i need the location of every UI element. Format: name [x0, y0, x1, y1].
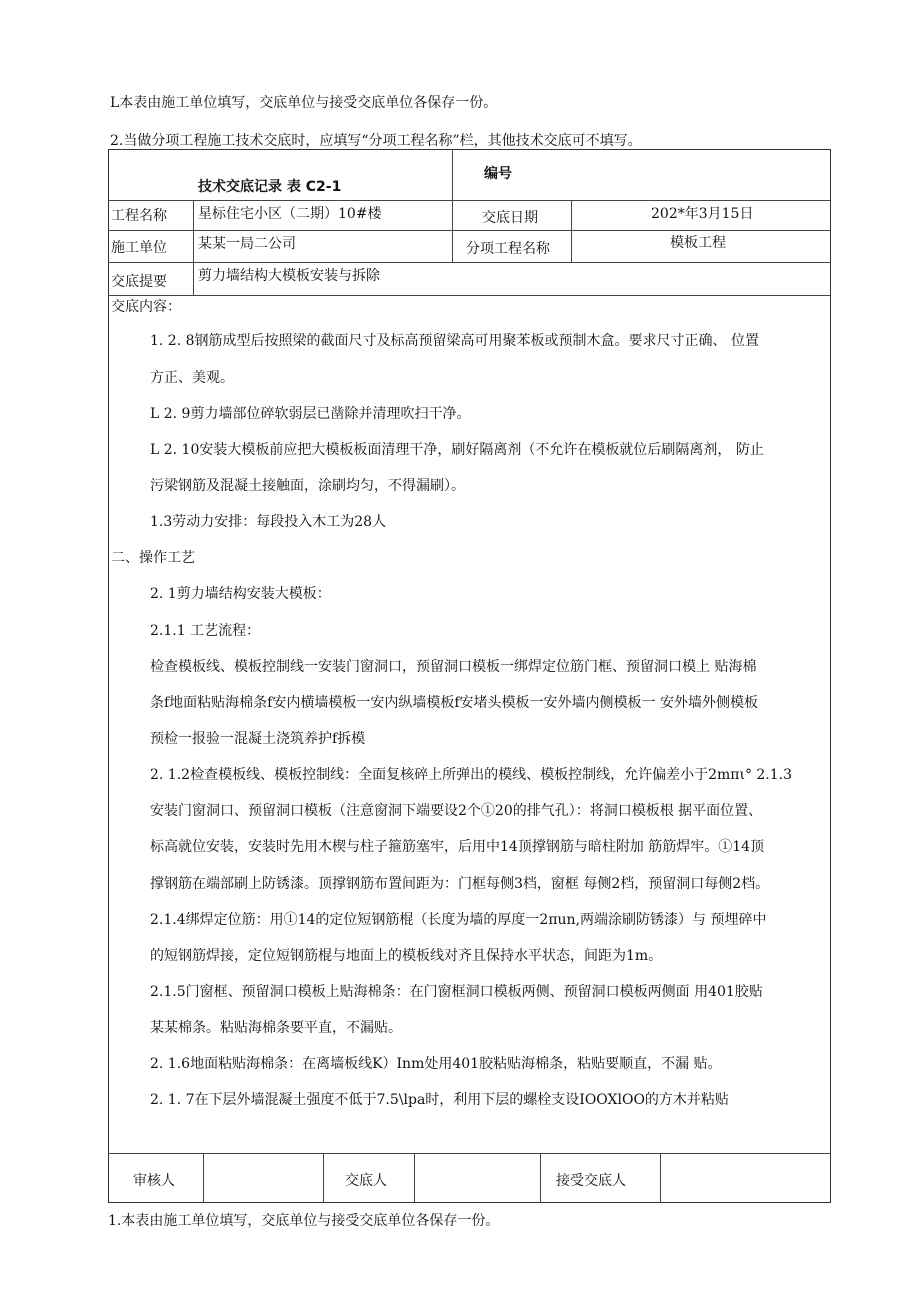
- col-divider: [571, 200, 572, 262]
- note-bottom-1: 1.本表由施工单位填写，交底单位与接受交底单位各保存一份。: [108, 1213, 500, 1229]
- subitem-name-value: 模板工程: [670, 235, 726, 251]
- content-heading: 交底内容：: [111, 299, 181, 315]
- project-name-label: 工程名称: [111, 208, 167, 224]
- row-divider: [108, 295, 831, 296]
- content-line: 1.3劳动力安排：每段投入木工为28人: [150, 514, 387, 530]
- col-divider: [203, 1153, 204, 1203]
- reviewer-label: 审核人: [133, 1173, 175, 1189]
- form-title: 技术交底记录 表 C2-1: [198, 179, 342, 195]
- subitem-name-label: 分项工程名称: [466, 241, 550, 257]
- note-top-2: 2.当做分项工程施工技术交底时，应填写“分项工程名称”栏，其他技术交底可不填写。: [110, 133, 642, 149]
- col-divider: [414, 1153, 415, 1203]
- content-line: 2.1.1 工艺流程：: [150, 623, 261, 639]
- content-line: 条f地面粘贴海棉条f安内横墙模板一安内纵墙模板f安堵头模板一安外墙内侧模板一 安外墙外侧模板: [150, 695, 758, 711]
- content-line: L 2. 10安装大模板前应把大模板板面清理干净，刷好隔离剂（不允许在模板就位后刷隔离剂， 防止: [150, 442, 764, 458]
- content-line: 2.1.5门窗框、预留洞口模板上贴海棉条：在门窗框洞口模板两侧、预留洞口模板两侧面 用401胶贴: [150, 984, 763, 1000]
- disclosure-date-value: 202*年3月15日: [651, 206, 754, 222]
- content-line: 安装门窗洞口、预留洞口模板（注意窗洞下端要设2个①20的排气孔）：将洞口模板根 据平面位置、: [150, 803, 763, 819]
- summary-value: 剪力墙结构大模板安装与拆除: [198, 268, 380, 284]
- content-line: 某某棉条。粘贴海棉条要平直，不漏贴。: [150, 1020, 402, 1036]
- content-line: 2. 1.2检查模板线、模板控制线：全面复核碎上所弹出的模线、模板控制线，允许偏差小于2mπι° 2.1.3: [150, 767, 793, 783]
- content-line: 2.1.4绑焊定位筋：用①14的定位短钢筋棍（长度为墙的厚度一2πun,两端涂刷防锈漆）与 预埋碎中: [150, 912, 767, 928]
- col-divider: [193, 200, 194, 295]
- content-line: 的短钢筋焊接，定位短钢筋棍与地面上的模板线对齐且保持水平状态，间距为1m。: [150, 948, 663, 964]
- content-line: 方正、美观。: [150, 370, 234, 386]
- content-line: 标高就位安装，安装时先用木楔与柱子箍筋塞牢，后用中14顶撑钢筋与暗柱附加 筋筋焊牢。①14顶: [150, 839, 765, 855]
- row-divider: [108, 200, 831, 201]
- construction-unit-value: 某某一局二公司: [198, 236, 296, 252]
- summary-label: 交底提要: [111, 274, 167, 290]
- col-divider: [540, 1153, 541, 1203]
- col-divider: [660, 1153, 661, 1203]
- content-line: 1. 2. 8钢筋成型后按照梁的截面尺寸及标高预留梁高可用聚苯板或预制木盒。要求尺寸正确、 位置: [150, 333, 759, 349]
- row-divider: [108, 262, 831, 263]
- content-line: 撑钢筋在端部刷上防锈漆。顶撑钢筋布置间距为：门框每侧3档，窗框 每侧2档，预留洞口每侧2档。: [150, 876, 770, 892]
- construction-unit-label: 施工单位: [111, 240, 167, 256]
- content-line: 2. 1. 7在下层外墙混凝土强度不低于7.5\lpa时，利用下层的螺栓支设IOOXlOO的方木并粘贴: [150, 1092, 729, 1108]
- row-divider: [108, 230, 831, 231]
- content-line: 预检一报验一混凝土浇筑养护f拆模: [150, 731, 366, 747]
- content-line: 污梁钢筋及混凝土接触面，涂刷均匀，不得漏刷）。: [150, 478, 465, 494]
- code-label: 编号: [484, 166, 512, 182]
- col-divider: [452, 149, 453, 262]
- project-name-value: 星标住宅小区（二期）10#楼: [198, 206, 382, 222]
- col-divider: [323, 1153, 324, 1203]
- content-line: 检查模板线、模板控制线一安装门窗洞口，预留洞口模板一绑焊定位筋门框、预留洞口模上 贴海棉: [150, 659, 757, 675]
- content-line: 二、操作工艺: [111, 550, 195, 566]
- discloser-label: 交底人: [345, 1173, 387, 1189]
- disclosure-date-label: 交底日期: [482, 210, 538, 226]
- receiver-label: 接受交底人: [556, 1173, 626, 1189]
- row-divider: [108, 1153, 831, 1154]
- content-line: 2. 1剪力墙结构安装大模板：: [150, 586, 331, 602]
- content-line: L 2. 9剪力墙部位碎软弱层已凿除并清理吹扫干净。: [150, 406, 471, 422]
- note-top-1: L本表由施工单位填写，交底单位与接受交底单位各保存一份。: [110, 95, 498, 111]
- disclosure-form: [108, 149, 831, 1203]
- content-line: 2. 1.6地面粘贴海棉条：在离墙板线K）Inm处用401胶粘贴海棉条，粘贴要顺直，不漏 贴。: [150, 1056, 722, 1072]
